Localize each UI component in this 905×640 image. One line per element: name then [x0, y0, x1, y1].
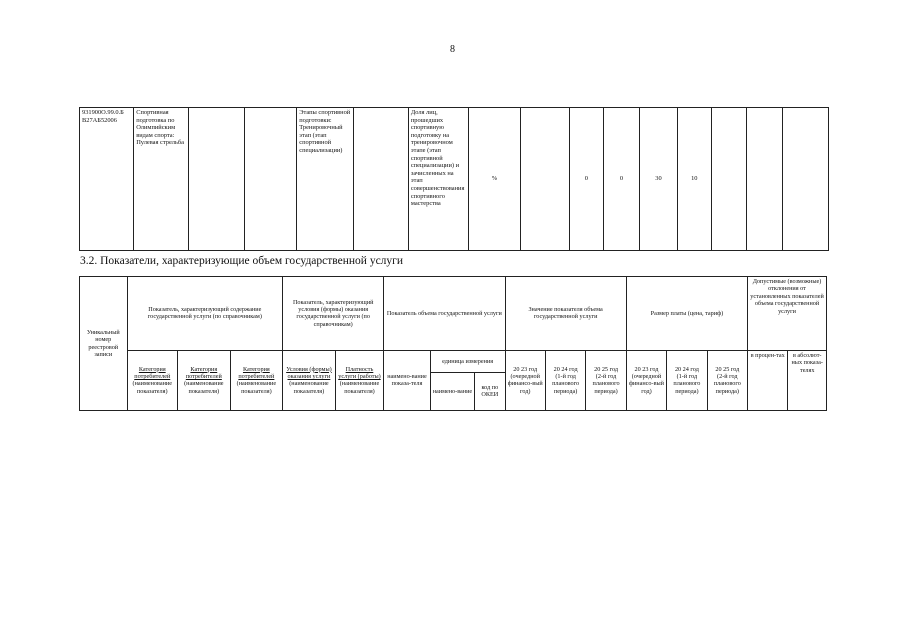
table-row: [80, 277, 827, 351]
quality-indicators-table: [79, 107, 829, 251]
year1-fee-header: 20 23 год (очередной финансо-вый год): [626, 350, 666, 410]
conditions-header: Условия (формы) оказания услуги (наименование показателя): [283, 350, 336, 410]
table-row: [80, 108, 829, 251]
volume-indicators-table: [79, 276, 827, 411]
year1-value-header: 20 23 год (очередной финансо-вый год): [505, 350, 545, 410]
conditions-group-header: Показатель, характеризующий условия (формы) оказания государственной услуги (по справочникам): [283, 277, 384, 351]
service-content: Спортивная подготовка по Олимпийским видам спорта: Пулевая стрельба: [134, 108, 189, 251]
section-title: 3.2. Показатели, характеризующие объем государственной услуги: [80, 255, 404, 267]
unique-number-header: Уникальный номер реестровой записи: [80, 277, 128, 411]
indicator-name: Доля лиц, прошедших спортивную подготовку на тренировочном этапе (этап спортивной специализации) и зачисленных на этап совершенствования спортивного мастерства: [408, 108, 468, 251]
value-2024: 0: [603, 108, 640, 251]
page-number: 8: [450, 44, 455, 55]
indicator-name-header: наимено-вание показа-теля: [384, 350, 430, 410]
category-header-3: Категория потребителей (наименование показателя): [230, 350, 283, 410]
category-header-2: Категория потребителей (наименование показателя): [178, 350, 231, 410]
year3-value-header: 20 25 год (2-й год планового периода): [586, 350, 626, 410]
year3-fee-header: 20 25 год (2-й год планового периода): [707, 350, 747, 410]
table-row: [80, 350, 827, 372]
year2-fee-header: 20 24 год (1-й год планового периода): [667, 350, 707, 410]
payment-header: Платность услуги (работы) (наименование показателя): [335, 350, 384, 410]
okei-header: код по ОКЕИ: [475, 372, 505, 410]
deviation-value: 10: [677, 108, 711, 251]
fee-group-header: Размер платы (цена, тариф): [626, 277, 747, 351]
training-stage: Этапы спортивной подготовки: Тренировочный этап (этап спортивной специализации): [297, 108, 354, 251]
unit-cell: %: [468, 108, 520, 251]
value-group-header: Значение показателя объема государственной услуги: [505, 277, 626, 351]
value-2023: 0: [570, 108, 603, 251]
percent-header: в процен-тах: [748, 350, 788, 410]
registry-code: 931900О.99.0.Б В27АБ52006: [80, 108, 134, 251]
year2-value-header: 20 24 год (1-й год планового периода): [545, 350, 585, 410]
volume-group-header: Показатель объема государственной услуги: [384, 277, 505, 351]
value-2025: 30: [640, 108, 677, 251]
category-header-1: Категория потребителей (наименование показателя): [127, 350, 178, 410]
unit-group-header: единица измерения: [430, 350, 505, 372]
unit-name-header: наимено-вание: [430, 372, 474, 410]
absolute-header: в абсолют-ных показа-телях: [788, 350, 827, 410]
deviation-group-header: Допустимые (возможные) отклонения от установленных показателей объема государственной услуги: [748, 277, 827, 351]
content-group-header: Показатель, характеризующий содержание государственной услуги (по справочникам): [127, 277, 283, 351]
